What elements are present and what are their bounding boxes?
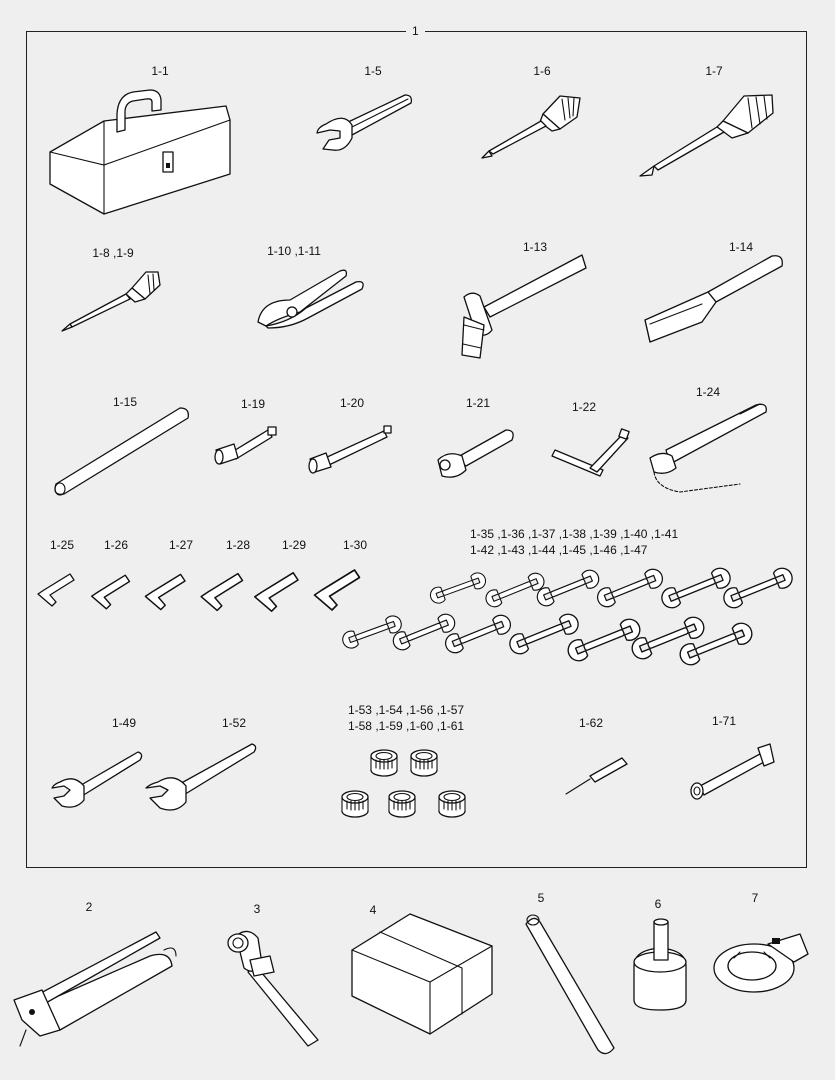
label-1-71: 1-71 xyxy=(711,714,737,728)
rod-icon xyxy=(526,915,614,1054)
label-7: 7 xyxy=(751,891,759,905)
small-screwdriver-icon xyxy=(62,272,160,331)
extension-long-icon xyxy=(309,426,391,473)
label-5: 5 xyxy=(537,891,545,905)
tube-handle-icon xyxy=(645,256,782,342)
extension-short-icon xyxy=(215,427,276,464)
label-1-26: 1-26 xyxy=(103,538,129,552)
label-1-14: 1-14 xyxy=(728,240,754,254)
label-1-13: 1-13 xyxy=(522,240,548,254)
label-1-28: 1-28 xyxy=(225,538,251,552)
screwdriver-large-icon xyxy=(640,95,773,176)
toolbox-icon xyxy=(50,90,230,214)
t-handle-icon xyxy=(552,429,629,476)
label-3: 3 xyxy=(253,902,261,916)
hex-key-1-25-icon xyxy=(38,574,74,606)
label-1-10-1-11: 1-10 ,1-11 xyxy=(267,244,321,258)
cap-icon xyxy=(634,919,686,1010)
hex-key-1-30-icon xyxy=(315,570,360,610)
label-1-22: 1-22 xyxy=(571,400,597,414)
label-1-29: 1-29 xyxy=(281,538,307,552)
label-1-15: 1-15 xyxy=(112,395,138,409)
hammer-icon xyxy=(462,255,586,358)
grease-gun-icon xyxy=(14,932,176,1046)
pin-tool-icon xyxy=(566,758,627,794)
label-1-30: 1-30 xyxy=(342,538,368,552)
label-6: 6 xyxy=(654,897,662,911)
socket-set-icon xyxy=(342,750,465,817)
wrench-1-49-icon xyxy=(52,752,142,807)
bar-icon xyxy=(55,408,188,495)
label-1-5: 1-5 xyxy=(364,64,382,78)
label-1-20: 1-20 xyxy=(339,396,365,410)
label-1-19: 1-19 xyxy=(240,397,266,411)
label-2: 2 xyxy=(85,900,93,914)
label-1-8-1-9: 1-8 ,1-9 xyxy=(92,246,134,260)
label-1-6: 1-6 xyxy=(533,64,551,78)
label-1-27: 1-27 xyxy=(168,538,194,552)
frame-label: 1 xyxy=(406,24,425,38)
hose-adaptor-icon xyxy=(228,931,318,1046)
label-1-53-1-57: 1-53 ,1-54 ,1-56 ,1-57 xyxy=(347,703,465,717)
parts-box-icon xyxy=(352,914,492,1034)
label-1-52: 1-52 xyxy=(221,716,247,730)
label-1-35-1-41: 1-35 ,1-36 ,1-37 ,1-38 ,1-39 ,1-40 ,1-41 xyxy=(470,527,679,541)
wrench-1-52-icon xyxy=(146,744,256,810)
ring-wrench-icon xyxy=(714,934,808,992)
hex-key-1-26-icon xyxy=(92,575,130,609)
adjustable-wrench-icon xyxy=(317,95,411,150)
label-1-58-1-61: 1-58 ,1-59 ,1-60 ,1-61 xyxy=(347,719,465,733)
label-1-7: 1-7 xyxy=(705,64,723,78)
hex-key-1-28-icon xyxy=(201,574,242,611)
pliers-icon xyxy=(258,270,363,328)
label-1-62: 1-62 xyxy=(578,716,604,730)
label-1-25: 1-25 xyxy=(49,538,75,552)
box-wrench-icon xyxy=(691,744,774,799)
label-1-1: 1-1 xyxy=(151,64,169,78)
hex-key-1-27-icon xyxy=(145,574,185,609)
spanner-set-icon xyxy=(340,565,795,668)
label-1-21: 1-21 xyxy=(465,396,491,410)
label-1-42-1-47: 1-42 ,1-43 ,1-44 ,1-45 ,1-46 ,1-47 xyxy=(470,543,648,557)
label-1-24: 1-24 xyxy=(695,385,721,399)
label-1-49: 1-49 xyxy=(111,716,137,730)
label-4: 4 xyxy=(369,903,377,917)
ratchet-icon xyxy=(438,430,513,477)
screwdriver-icon xyxy=(482,96,580,158)
chain-wrench-icon xyxy=(650,404,766,492)
hex-key-1-29-icon xyxy=(255,573,298,611)
